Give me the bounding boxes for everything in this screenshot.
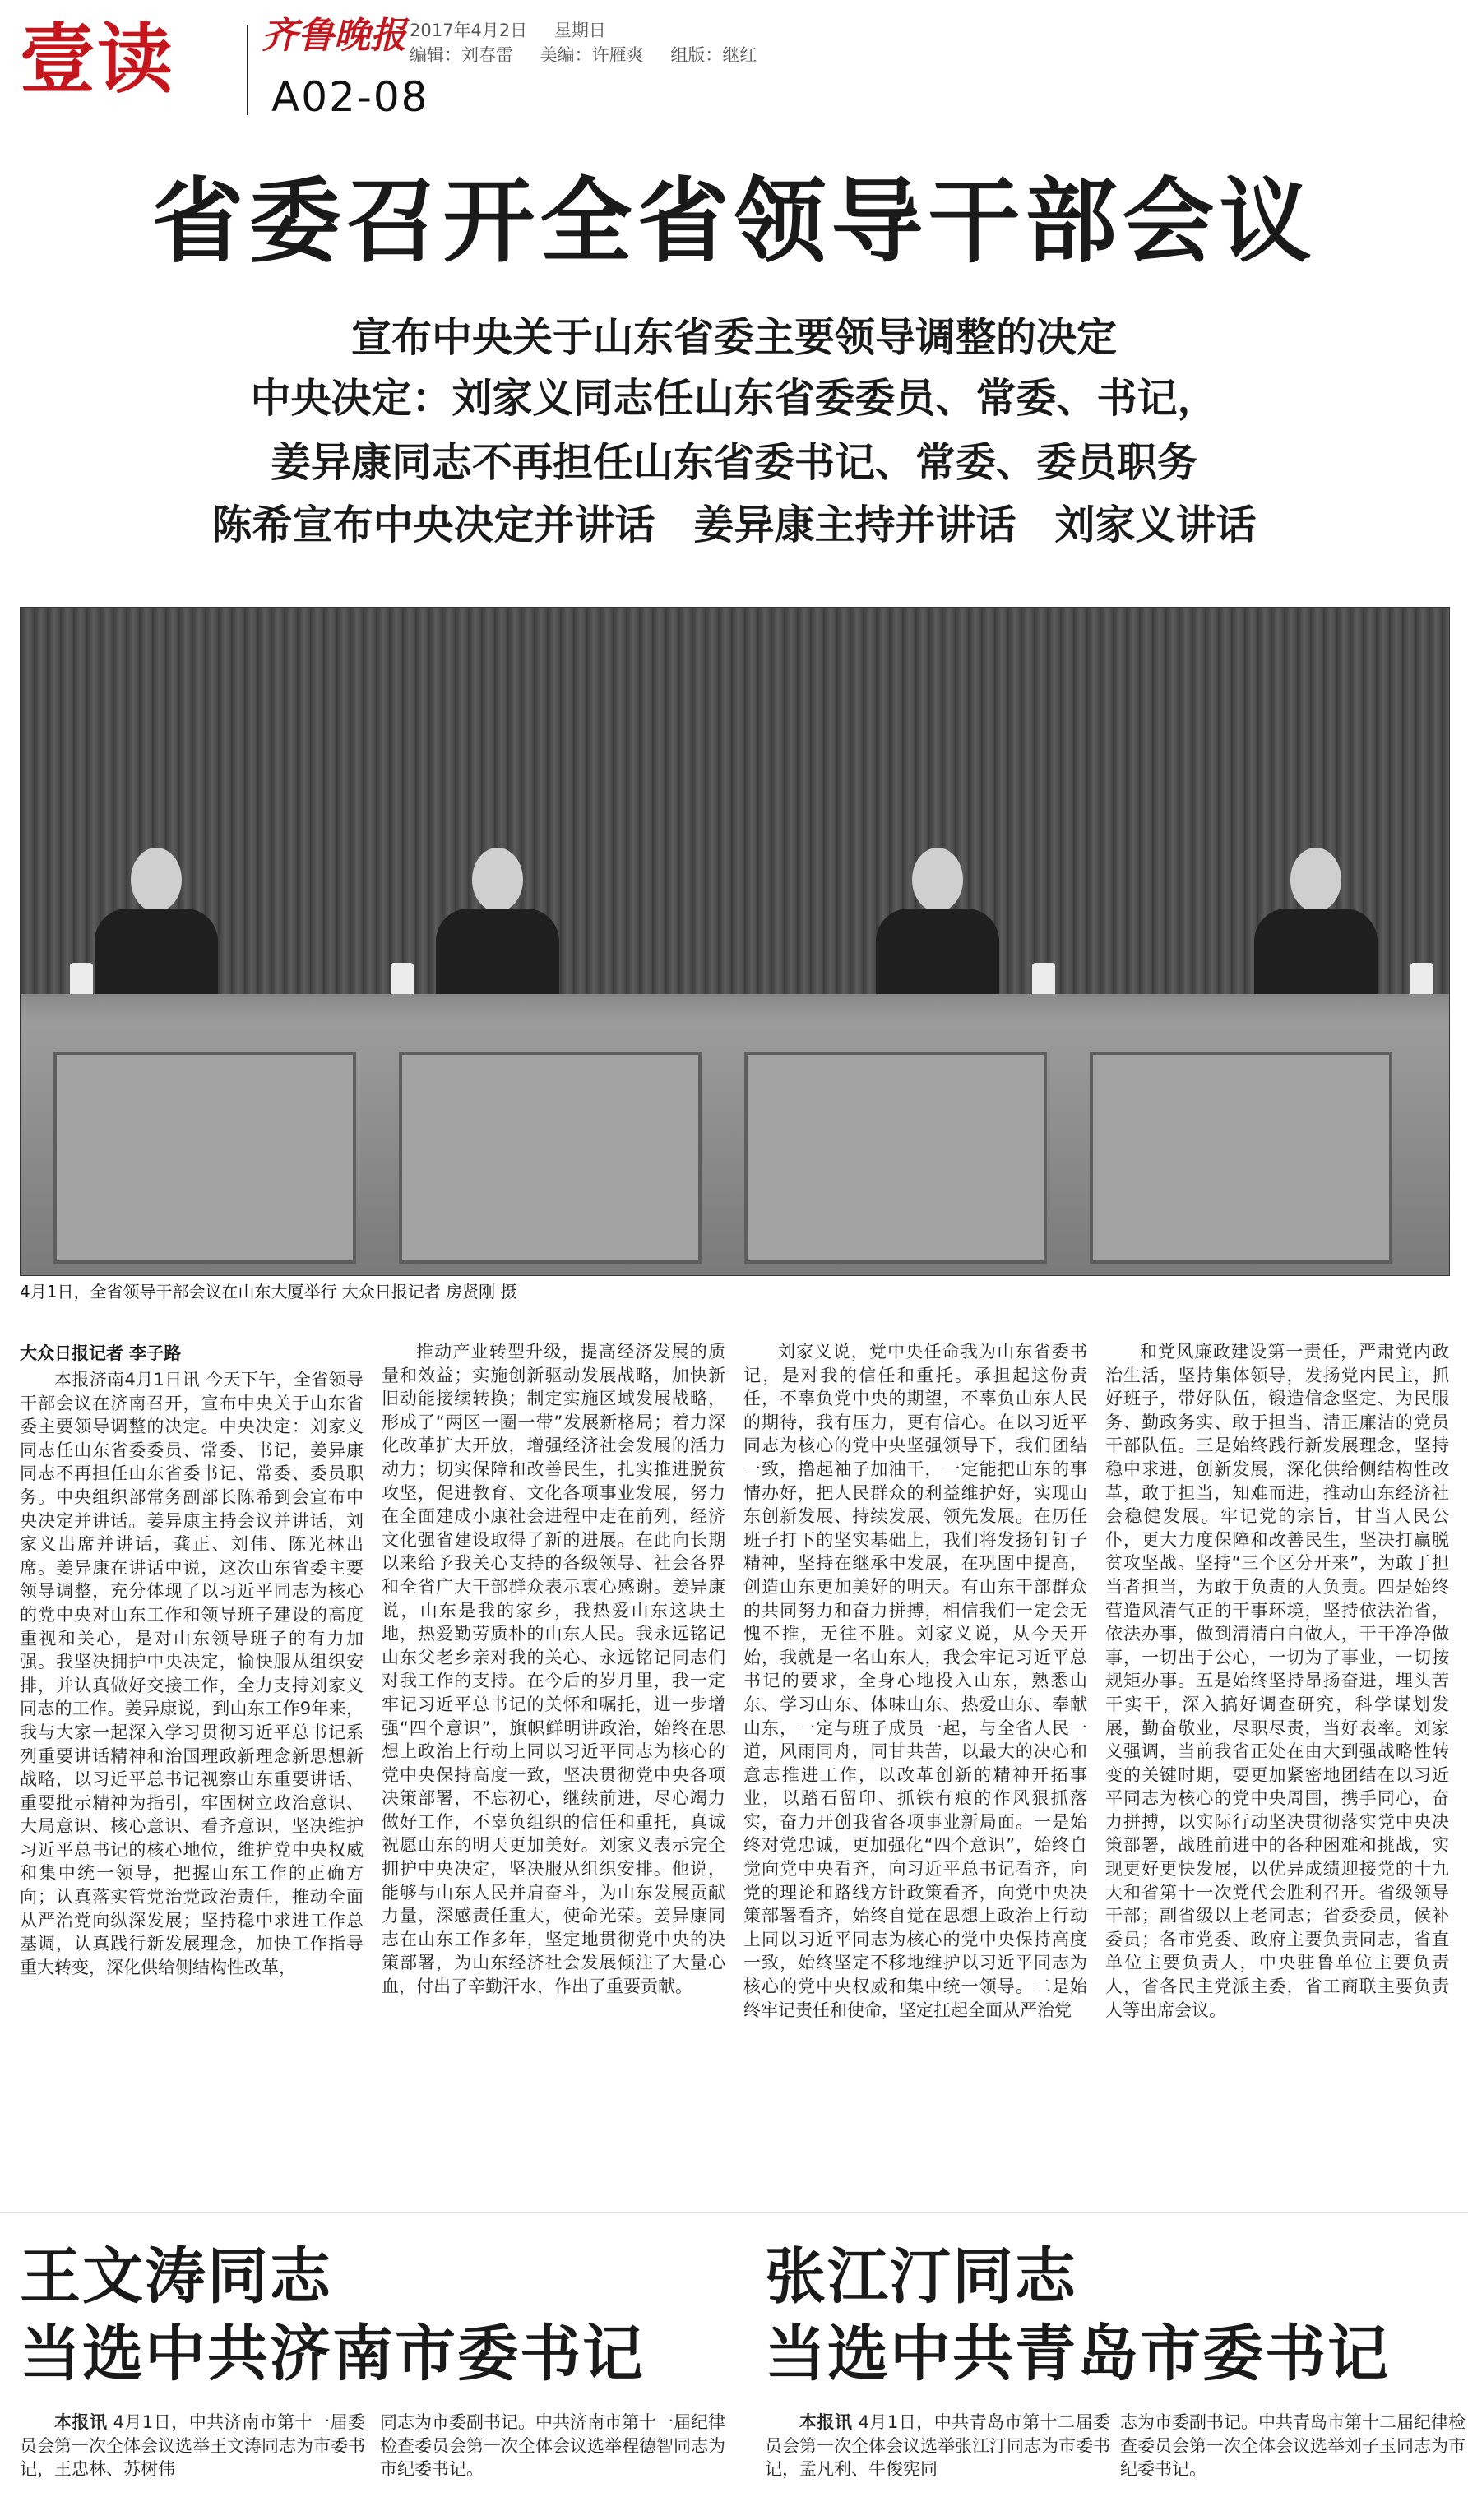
article-column-3: 刘家义说，党中央任命我为山东省委书记，是对我的信任和重托。承担起这份责任，不辜负党中央的期望，不辜负山东人民的期待，我有压力，更有信心。在以习近平同志为核心的党中央坚强领导下，我们团结一致，撸起袖子加油干，一定能把山东的事情办好，把人民群众的利益维护好，实现山东创新发展、持续发展、领先发展。在历任班子打下的坚实基础上，我们将发扬钉钉子精神，坚持在继承中发展，在巩固中提高，创造山东更加美好的明天。有山东干部群众的共同努力和奋力拼搏，相信我们一定会无愧不推，无往不胜。刘家义说，从今天开始，我就是一名山东人，我会牢记习近平总书记的要求，全身心地投入山东，熟悉山东、学习山东、体味山东、热爱山东、奉献山东，一定与班子成员一起，与全省人民一道，风雨同舟，同甘共苦，以最大的决心和意志推进工作，以改革创新的精神开拓事业，以踏石留印、抓铁有痕的作风狠抓落实，奋力开创我省各项事业新局面。一是始终对党忠诚，更加强化“四个意识”，始终自觉向党中央看齐，向习近平总书记看齐，向党的理论和路线方针政策看齐，向党中央决策部署看齐，始终自觉在思想上政治上行动上同以习近平同志为核心的党中央保持高度一致，始终坚定不移地维护以习近平同志为核心的党中央权威和集中统一领导。二是始终牢记责任和使命，坚定扛起全面从严治党 — [743, 1342, 1087, 2020]
story-right-lead: 本报讯 — [799, 2412, 853, 2432]
official-figure — [876, 848, 999, 1004]
subhead-4: 陈希宣布中央决定并讲话 姜异康主持并讲话 刘家义讲话 — [211, 502, 1257, 548]
story-right-headline-line1: 张江汀同志 — [765, 2241, 1077, 2312]
story-right-text-1: 4月1日，中共青岛市第十二届委员会第一次全体会议选举张江汀同志为市委书记，孟凡利、牛俊宪同 — [765, 2412, 1110, 2480]
main-headline: 省委召开全省领导干部会议 — [151, 169, 1317, 275]
header-divider — [247, 25, 248, 115]
podium-panel — [1090, 1052, 1392, 1264]
microphone-icon — [1410, 963, 1433, 997]
editor-credit: 编辑：刘春雷 — [410, 45, 513, 65]
microphone-icon — [1032, 963, 1055, 997]
microphone-icon — [70, 963, 93, 997]
proofreader-credit: 组版：继红 — [670, 45, 757, 65]
stage-curtain — [21, 608, 1449, 1002]
podium-panel — [399, 1052, 702, 1264]
page-number: A02-08 — [271, 73, 429, 121]
newspaper-logo: 齐鲁晚报 — [262, 15, 406, 57]
article-column-2: 推动产业转型升级，提高经济发展的质量和效益；实施创新驱动发展战略，加快新旧动能接续转换；制定实施区域发展战略，形成了“两区一圈一带”发展新格局；着力深化改革扩大开放，增强经济社会发展的活力动力；切实保障和改善民生，扎实推进脱贫攻坚，促进教育、文化各项事业发展，努力在全面建成小康社会进程中走在前列，经济文化强省建设取得了新的进展。在此向长期以来给予我关心支持的各级领导、社会各界和全省广大干部群众表示衷心感谢。姜异康说，山东是我的家乡，我热爱山东这块土地，热爱勤劳质朴的山东人民。我永远铭记山东父老乡亲对我的关心、永远铭记同志们对我工作的支持。在今后的岁月里，我一定牢记习近平总书记的关怀和嘱托，进一步增强“四个意识”，旗帜鲜明讲政治，始终在思想上政治上行动上同以习近平同志为核心的党中央保持高度一致，坚决贯彻党中央各项决策部署，不忘初心，继续前进，尽心竭力做好工作，不辜负组织的信任和重托，真诚祝愿山东的明天更加美好。刘家义表示完全拥护中央决定，坚决服从组织安排。他说，能够与山东人民并肩奋斗，为山东发展贡献力量，深感责任重大，使命光荣。姜异康同志在山东工作多年，坚定地贯彻党中央的决策部署，为山东经济社会发展倾注了大量心血，付出了辛勤汗水，作出了重要贡献。 — [382, 1342, 725, 1997]
subhead-3: 姜异康同志不再担任山东省委书记、常委、委员职务 — [270, 439, 1197, 486]
official-figure — [95, 848, 218, 1004]
official-figure — [1254, 848, 1378, 1004]
story-left-headline-line1: 王文涛同志 — [20, 2241, 332, 2312]
story-left-headline — [20, 2238, 645, 2393]
story-right-headline — [765, 2238, 1390, 2393]
story-left-headline-line2: 当选中共济南市委书记 — [20, 2319, 645, 2389]
podium-panel — [53, 1052, 356, 1264]
subhead-1: 宣布中央关于山东省委主要领导调整的决定 — [350, 314, 1117, 361]
story-right-column-2: 志为市委副书记。中共青岛市第十二届纪律检查委员会第一次全体会议选举刘子玉同志为市纪委书记。 — [1120, 2412, 1466, 2480]
issue-meta — [410, 18, 778, 67]
article-column-4: 和党风廉政建设第一责任，严肃党内政治生活，坚持集体领导，发扬党内民主，抓好班子，带好队伍，锻造信念坚定、为民服务、勤政务实、敢于担当、清正廉洁的党员干部队伍。三是始终践行新发展理念，坚持稳中求进，创新发展，深化供给侧结构性改革，敢于担当，知难而进，推动山东经济社会稳健发展。牢记党的宗旨，甘当人民公仆，更大力度保障和改善民生，坚决打赢脱贫攻坚战。坚持“三个区分开来”，为敢于担当者担当，为敢于负责的人负责。四是始终营造风清气正的干事环境，坚持依法治省，依法办事，做到清清白白做人，干干净净做事，一切出于公心，一切为了事业，一切按规矩办事。五是始终坚持昂扬奋进，埋头苦干实干，深入搞好调查研究，科学谋划发展，勤奋敬业，尽职尽责，当好表率。刘家义强调，当前我省正处在由大到强战略性转变的关键时期，要更加紧密地团结在以习近平同志为核心的党中央周围，携手同心，奋力拼搏，以实际行动坚决贯彻落实党中央决策部署，战胜前进中的各种困难和挑战，实现更好更快发展，以优异成绩迎接党的十九大和省第十一次党代会胜利召开。省级领导干部；副省级以上老同志；省委委员，候补委员；各市党委、政府主要负责同志，省直单位主要负责人，中央驻鲁单位主要负责人，省各民主党派主委，省工商联主要负责人等出席会议。 — [1105, 1342, 1449, 2020]
photo-caption: 4月1日，全省领导干部会议在山东大厦举行 大众日报记者 房贤刚 摄 — [20, 1282, 517, 1302]
section-title: 壹读 — [20, 16, 175, 104]
issue-date: 2017年4月2日 — [410, 21, 528, 40]
story-left-lead: 本报讯 — [54, 2412, 108, 2432]
byline: 大众日报记者 李子路 — [20, 1343, 182, 1363]
story-left-column-2: 同志为市委副书记。中共济南市第十一届纪律检查委员会第一次全体会议选举程德智同志为市纪委书记。 — [380, 2412, 725, 2480]
subhead-2: 中央决定：刘家义同志任山东省委委员、常委、书记， — [250, 375, 1218, 422]
story-left-column-1 — [20, 2411, 365, 2481]
issue-weekday: 星期日 — [553, 21, 606, 40]
article-column-1: 本报济南4月1日讯 今天下午，全省领导干部会议在济南召开，宣布中央关于山东省委主要领导调整的决定。中央决定：刘家义同志任山东省委委员、常委、书记，姜异康同志不再担任山东省委书记、常委、委员职务。中央组织部常务副部长陈希到会宣布中央决定并讲话。姜异康主持会议并讲话，刘家义出席并讲话，龚正、刘伟、陈光林出席。姜异康在讲话中说，这次山东省委主要领导调整，充分体现了以习近平同志为核心的党中央对山东工作和领导班子建设的高度重视和关心，是对山东领导班子的有力加强。我坚决拥护中央决定，愉快服从组织安排，并认真做好交接工作，全力支持刘家义同志的工作。姜异康说，到山东工作9年来，我与大家一起深入学习贯彻习近平总书记系列重要讲话精神和治国理政新理念新思想新战略，以习近平总书记视察山东重要讲话、重要批示精神为指引，牢固树立政治意识、大局意识、核心意识、看齐意识，坚决维护习近平总书记的核心地位，维护党中央权威和集中统一领导，把握山东工作的正确方向；认真落实管党治党政治责任，推动全面从严治党向纵深发展；坚持稳中求进工作总基调，认真践行新发展理念，加快工作指导重大转变，深化供给侧结构性改革， — [20, 1370, 364, 1977]
microphone-icon — [391, 963, 414, 997]
official-figure — [436, 848, 559, 1004]
page-header — [0, 0, 1468, 132]
story-right-headline-line2: 当选中共青岛市委书记 — [765, 2319, 1390, 2389]
meeting-photo — [20, 607, 1450, 1276]
section-divider — [0, 2212, 1468, 2213]
designer-credit: 美编：许雁爽 — [540, 45, 644, 65]
story-left-text-1: 4月1日，中共济南市第十一届委员会第一次全体会议选举王文涛同志为市委书记，王忠林、苏树伟 — [20, 2412, 365, 2480]
podium-panel — [744, 1052, 1047, 1264]
story-right-column-1 — [765, 2411, 1110, 2481]
